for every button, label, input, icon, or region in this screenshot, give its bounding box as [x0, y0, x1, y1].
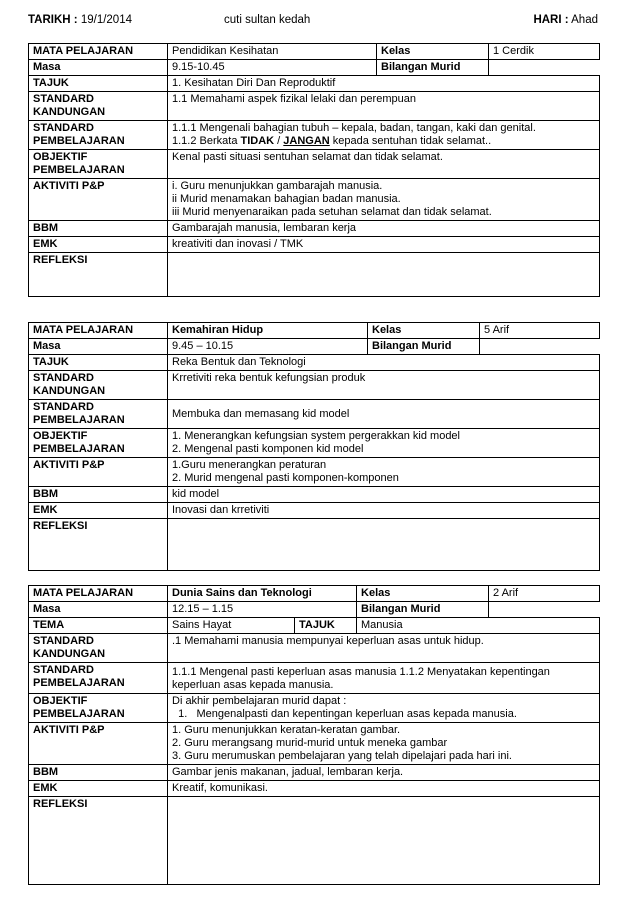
emk-value: Kreatif, komunikasi.: [168, 781, 600, 797]
objective-label: [29, 694, 168, 723]
label-line: KANDUNGAN: [33, 106, 106, 118]
label-line: PEMBELAJARAN: [33, 708, 125, 720]
label-line: PEMBELAJARAN: [33, 135, 125, 147]
topic-value: Manusia: [357, 618, 600, 634]
activity-line: 1.Guru menerangkan peraturan: [172, 459, 327, 471]
topic-value: 1. Kesihatan Diri Dan Reproduktif: [168, 76, 600, 92]
text-part-bold: JANGAN: [283, 135, 330, 147]
lesson-table-2: [28, 322, 600, 571]
bbm-value: kid model: [168, 487, 600, 503]
theme-value: Sains Hayat: [168, 618, 295, 634]
label-line: KANDUNGAN: [33, 385, 106, 397]
label-line: STANDARD: [33, 635, 94, 647]
row-standard-content: [29, 92, 600, 121]
time-label: Masa: [29, 339, 168, 355]
row-bbm: [29, 221, 600, 237]
subject-value: Kemahiran Hidup: [168, 323, 368, 339]
objective-value: Kenal pasti situasi sentuhan selamat dan tidak selamat.: [168, 150, 600, 179]
row-topic: [29, 355, 600, 371]
standard-content-value: Krretiviti reka bentuk kefungsian produk: [168, 371, 600, 400]
objective-line: Di akhir pembelajaran murid dapat :: [172, 695, 347, 707]
date-note: cuti sultan kedah: [224, 14, 311, 26]
text-part: /: [274, 135, 284, 147]
lesson-table-3: [28, 585, 600, 885]
reflection-label: REFLEKSI: [29, 519, 168, 571]
text-part-bold: TIDAK: [240, 135, 275, 147]
label-line: STANDARD: [33, 401, 94, 413]
reflection-label: REFLEKSI: [29, 253, 168, 297]
activity-label: AKTIVITI P&P: [29, 458, 168, 487]
row-time: [29, 339, 600, 355]
row-standard-content: [29, 634, 600, 663]
row-objective: [29, 150, 600, 179]
learning-standard-line: 1.1.1 Mengenali bahagian tubuh – kepala, badan, tangan, kaki dan genital.: [172, 122, 536, 134]
bbm-label: BBM: [29, 221, 168, 237]
row-time: [29, 60, 600, 76]
time-value: 12.15 – 1.15: [168, 602, 357, 618]
learning-standard-label: [29, 400, 168, 429]
activity-line: 2. Murid mengenal pasti komponen-komponen: [172, 472, 399, 484]
standard-content-value: .1 Memahami manusia mempunyai keperluan asas untuk hidup.: [168, 634, 600, 663]
day: [533, 14, 598, 26]
bbm-value: Gambar jenis makanan, jadual, lembaran kerja.: [168, 765, 600, 781]
row-subject: [29, 44, 600, 60]
activity-line: 1. Guru menunjukkan keratan-keratan gambar.: [172, 724, 401, 736]
row-standard-content: [29, 371, 600, 400]
learning-standard-label: [29, 121, 168, 150]
activity-line: 2. Guru merangsang murid-murid untuk meneka gambar: [172, 737, 448, 749]
row-objective: [29, 694, 600, 723]
theme-label: TEMA: [29, 618, 168, 634]
topic-label: TAJUK: [295, 618, 357, 634]
label-line: KANDUNGAN: [33, 648, 106, 660]
topic-label: TAJUK: [29, 355, 168, 371]
activity-label: AKTIVITI P&P: [29, 179, 168, 221]
learning-standard-label: [29, 663, 168, 694]
student-count-value: [480, 339, 600, 355]
row-learning-standard: [29, 663, 600, 694]
activity-line: ii Murid menamakan bahagian badan manusia.: [172, 193, 401, 205]
row-reflection: [29, 519, 600, 571]
standard-content-label: [29, 634, 168, 663]
row-emk: [29, 503, 600, 519]
emk-label: EMK: [29, 503, 168, 519]
standard-content-label: [29, 371, 168, 400]
label-line: PEMBELAJARAN: [33, 414, 125, 426]
class-label: Kelas: [357, 586, 489, 602]
bbm-value: Gambarajah manusia, lembaran kerja: [168, 221, 600, 237]
row-bbm: [29, 487, 600, 503]
student-count-value: [489, 60, 600, 76]
row-bbm: [29, 765, 600, 781]
activity-value: [168, 723, 600, 765]
row-reflection: [29, 253, 600, 297]
bbm-label: BBM: [29, 487, 168, 503]
label-line: PEMBELAJARAN: [33, 164, 125, 176]
row-objective: [29, 429, 600, 458]
class-value: 2 Arif: [489, 586, 600, 602]
day-label: HARI :: [533, 14, 569, 26]
label-line: STANDARD: [33, 372, 94, 384]
subject-label: MATA PELAJARAN: [29, 586, 168, 602]
time-label: Masa: [29, 60, 168, 76]
student-count-label: Bilangan Murid: [377, 60, 489, 76]
emk-label: EMK: [29, 781, 168, 797]
learning-standard-line: 1.1.1 Mengenal pasti keperluan asas manusia 1.1.2 Menyatakan kepentingan: [172, 666, 550, 678]
standard-content-value: 1.1 Memahami aspek fizikal lelaki dan perempuan: [168, 92, 600, 121]
day-value: Ahad: [571, 14, 598, 26]
row-emk: [29, 781, 600, 797]
objective-line: 1. Menerangkan kefungsian system pergerakkan kid model: [172, 430, 460, 442]
date-label: TARIKH :: [28, 14, 78, 26]
reflection-value: [168, 519, 600, 571]
topic-value: Reka Bentuk dan Teknologi: [168, 355, 600, 371]
row-activity: [29, 179, 600, 221]
learning-standard-value: [168, 663, 600, 694]
learning-standard-value: Membuka dan memasang kid model: [168, 400, 600, 429]
label-line: OBJEKTIF: [33, 430, 88, 442]
activity-line: 3. Guru merumuskan pembelajaran yang telah dipelajari pada hari ini.: [172, 750, 512, 762]
row-activity: [29, 458, 600, 487]
label-line: PEMBELAJARAN: [33, 443, 125, 455]
emk-value: Inovasi dan krretiviti: [168, 503, 600, 519]
row-subject: [29, 323, 600, 339]
activity-line: i. Guru menunjukkan gambarajah manusia.: [172, 180, 383, 192]
objective-label: [29, 429, 168, 458]
text-part: kepada sentuhan tidak selamat..: [329, 135, 492, 147]
learning-standard-line: keperluan asas kepada manusia.: [172, 679, 334, 691]
subject-value: Pendidikan Kesihatan: [168, 44, 377, 60]
row-topic: [29, 76, 600, 92]
date: [28, 14, 132, 26]
time-value: 9.45 – 10.15: [168, 339, 368, 355]
topic-label: TAJUK: [29, 76, 168, 92]
bbm-label: BBM: [29, 765, 168, 781]
standard-content-label: [29, 92, 168, 121]
class-value: 1 Cerdik: [489, 44, 600, 60]
page-header: [28, 14, 598, 32]
row-time: [29, 602, 600, 618]
label-line: OBJEKTIF: [33, 695, 88, 707]
row-subject: [29, 586, 600, 602]
emk-label: EMK: [29, 237, 168, 253]
student-count-label: Bilangan Murid: [368, 339, 480, 355]
learning-standard-line: [172, 135, 595, 148]
class-label: Kelas: [377, 44, 489, 60]
row-learning-standard: [29, 121, 600, 150]
learning-standard-value: [168, 121, 600, 150]
subject-label: MATA PELAJARAN: [29, 44, 168, 60]
lesson-table-1: [28, 43, 600, 297]
row-learning-standard: [29, 400, 600, 429]
reflection-value: [168, 797, 600, 885]
label-line: STANDARD: [33, 664, 94, 676]
row-emk: [29, 237, 600, 253]
text-part: 1.1.2 Berkata: [172, 135, 241, 147]
row-activity: [29, 723, 600, 765]
activity-line: iii Murid menyenaraikan pada setuhan selamat dan tidak selamat.: [172, 206, 492, 218]
objective-label: [29, 150, 168, 179]
activity-label: AKTIVITI P&P: [29, 723, 168, 765]
label-line: OBJEKTIF: [33, 151, 88, 163]
student-count-value: [489, 602, 600, 618]
emk-value: kreativiti dan inovasi / TMK: [168, 237, 600, 253]
time-label: Masa: [29, 602, 168, 618]
objective-line: 2. Mengenal pasti komponen kid model: [172, 443, 364, 455]
label-line: STANDARD: [33, 93, 94, 105]
label-line: STANDARD: [33, 122, 94, 134]
time-value: 9.15-10.45: [168, 60, 377, 76]
objective-line: 1. Mengenalpasti dan kepentingan keperluan asas kepada manusia.: [172, 708, 517, 720]
row-theme: [29, 618, 600, 634]
student-count-label: Bilangan Murid: [357, 602, 489, 618]
activity-value: [168, 458, 600, 487]
activity-value: [168, 179, 600, 221]
subject-value: Dunia Sains dan Teknologi: [168, 586, 357, 602]
subject-label: MATA PELAJARAN: [29, 323, 168, 339]
row-reflection: [29, 797, 600, 885]
reflection-value: [168, 253, 600, 297]
label-line: PEMBELAJARAN: [33, 677, 125, 689]
objective-value: [168, 694, 600, 723]
reflection-label: REFLEKSI: [29, 797, 168, 885]
date-value: 19/1/2014: [80, 14, 132, 26]
class-value: 5 Arif: [480, 323, 600, 339]
class-label: Kelas: [368, 323, 480, 339]
objective-value: [168, 429, 600, 458]
